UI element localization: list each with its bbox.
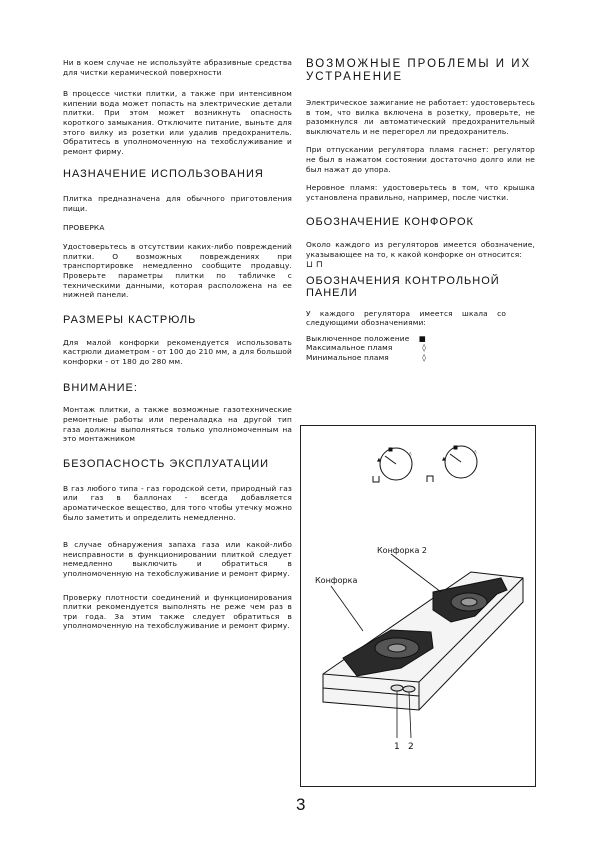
knob-dial-1 xyxy=(373,448,412,482)
paragraph-check-title: ПРОВЕРКА xyxy=(63,222,105,232)
left-column xyxy=(63,58,292,631)
label-knob-2: 2 xyxy=(408,742,414,752)
paragraph-abrasive: Ни в коем случае не используйте абразивные средства для чистки керамической поверхности xyxy=(63,58,292,77)
hob-body xyxy=(323,572,523,710)
heading-panel: ОБОЗНАЧЕНИЯ КОНТРОЛЬНОЙ ПАНЕЛИ xyxy=(306,274,500,299)
small-flame-icon: ◊ xyxy=(422,352,426,362)
paragraph-cleaning: В процессе чистки плитки, а также при интенсивном кипении вода может попасть на электрические детали плитки. При этом может возникнуть опасность короткого замыкания. Отключите питание, выньте для этого вилку из розетки или удалив предохранитель. Обратитесь в уполномоченную на техобслуживание и ремонт фирму. xyxy=(63,89,292,156)
paragraph-ignition: Электрическое зажигание не работает: удостоверьтесь в том, что вилка включена в розетку, проверьте, не разомкнулся ли автоматический предохранительный выключатель и не перегорел ли предохранитель. xyxy=(306,98,535,136)
paragraph-gas-leak: В случае обнаружения запаха газа или какой-либо неисправности в функционировании плиткой следует немедленно выключить и обратиться в уполномоченную на техобслуживание и ремонт фирму. xyxy=(63,540,292,578)
paragraph-tightness: Проверку плотности соединений и функционирования плитки рекомендуется выполнять не реже чем раз в три года. За этим также следует обратиться в уполномоченную на техобслуживание и ремонт фирму. xyxy=(63,592,292,631)
legend-label: Минимальное пламя xyxy=(306,352,389,362)
off-icon: ■ xyxy=(418,333,426,343)
legend-row xyxy=(306,334,426,344)
heading-purpose: НАЗНАЧЕНИЕ ИСПОЛЬЗОВАНИЯ xyxy=(63,168,264,181)
paragraph-uneven-flame: Неровное пламя: удостоверьтесь в том, что крышка установлена правильно, например, после чистки. xyxy=(306,183,535,202)
heading-problems: ВОЗМОЖНЫЕ ПРОБЛЕМЫ И ИХ УСТРАНЕНИЕ xyxy=(306,58,532,83)
heading-attention: ВНИМАНИЕ: xyxy=(63,382,138,395)
label-knob-1: 1 xyxy=(394,742,400,752)
svg-text:▲: ▲ xyxy=(377,457,381,463)
legend-row xyxy=(306,343,426,353)
paragraph-flame-out: При отпускании регулятора пламя гаснет: регулятор не был в нажатом состоянии достаточно долго или не был нажат до упора. xyxy=(306,145,535,174)
paragraph-burners: Около каждого из регуляторов имеется обозначение, указывающее на то, к какой конфорке он относится: xyxy=(306,240,535,259)
page-number: 3 xyxy=(296,795,306,814)
large-flame-icon: ◊ xyxy=(422,343,426,353)
heading-pans: РАЗМЕРЫ КАСТРЮЛЬ xyxy=(63,313,197,326)
legend-row xyxy=(306,353,426,363)
paragraph-gas-odor: В газ любого типа - газ городской сети, природный газ или газ в баллонах - всегда добавляется ароматическое вещество, для того чтобы утечку можно было заметить и определить немедленно. xyxy=(63,483,292,522)
burner-symbols: ⊔ ⊓ xyxy=(306,259,323,270)
heading-burners: ОБОЗНАЧЕНИЕ КОНФОРОК xyxy=(306,216,474,229)
hob-drawing xyxy=(301,426,535,786)
legend xyxy=(306,334,535,363)
svg-text:◊: ◊ xyxy=(474,450,477,456)
legend-label: Выключенное положение xyxy=(306,333,410,343)
paragraph-pans: Для малой конфорки рекомендуется использовать кастрюли диаметром - от 100 до 210 мм, а для большой конфорки - от 180 до 280 мм. xyxy=(63,337,292,366)
paragraph-purpose: Плитка предназначена для обычного приготовления пищи. xyxy=(63,194,292,213)
svg-text:▲: ▲ xyxy=(442,456,446,462)
right-column xyxy=(306,58,535,363)
paragraph-panel: У каждого регулятора имеется шкала со следующими обозначениями: xyxy=(306,308,506,328)
svg-text:◊: ◊ xyxy=(409,452,412,458)
label-burner: Конфорка xyxy=(315,576,358,585)
label-burner-2: Конфорка 2 xyxy=(377,546,427,555)
paragraph-check: Удостоверьтесь в отсутствии каких-либо повреждений плитки. О возможных повреждениях при транспортировке немедленно сообщите продавцу. Проверьте параметры плитки по табличке с техническими данными, которая расположена на ее нижней панели. xyxy=(63,242,292,300)
knob-dial-2 xyxy=(427,446,477,482)
legend-label: Максимальное пламя xyxy=(306,343,393,353)
paragraph-installation: Монтаж плитки, а также возможные газотехнические ремонтные работы или переналадка на другой тип газа должны выполняться только уполномоченным на это монтажником xyxy=(63,405,292,444)
heading-safety: БЕЗОПАСНОСТЬ ЭКСПЛУАТАЦИИ xyxy=(63,457,270,470)
hob-figure xyxy=(300,425,536,787)
